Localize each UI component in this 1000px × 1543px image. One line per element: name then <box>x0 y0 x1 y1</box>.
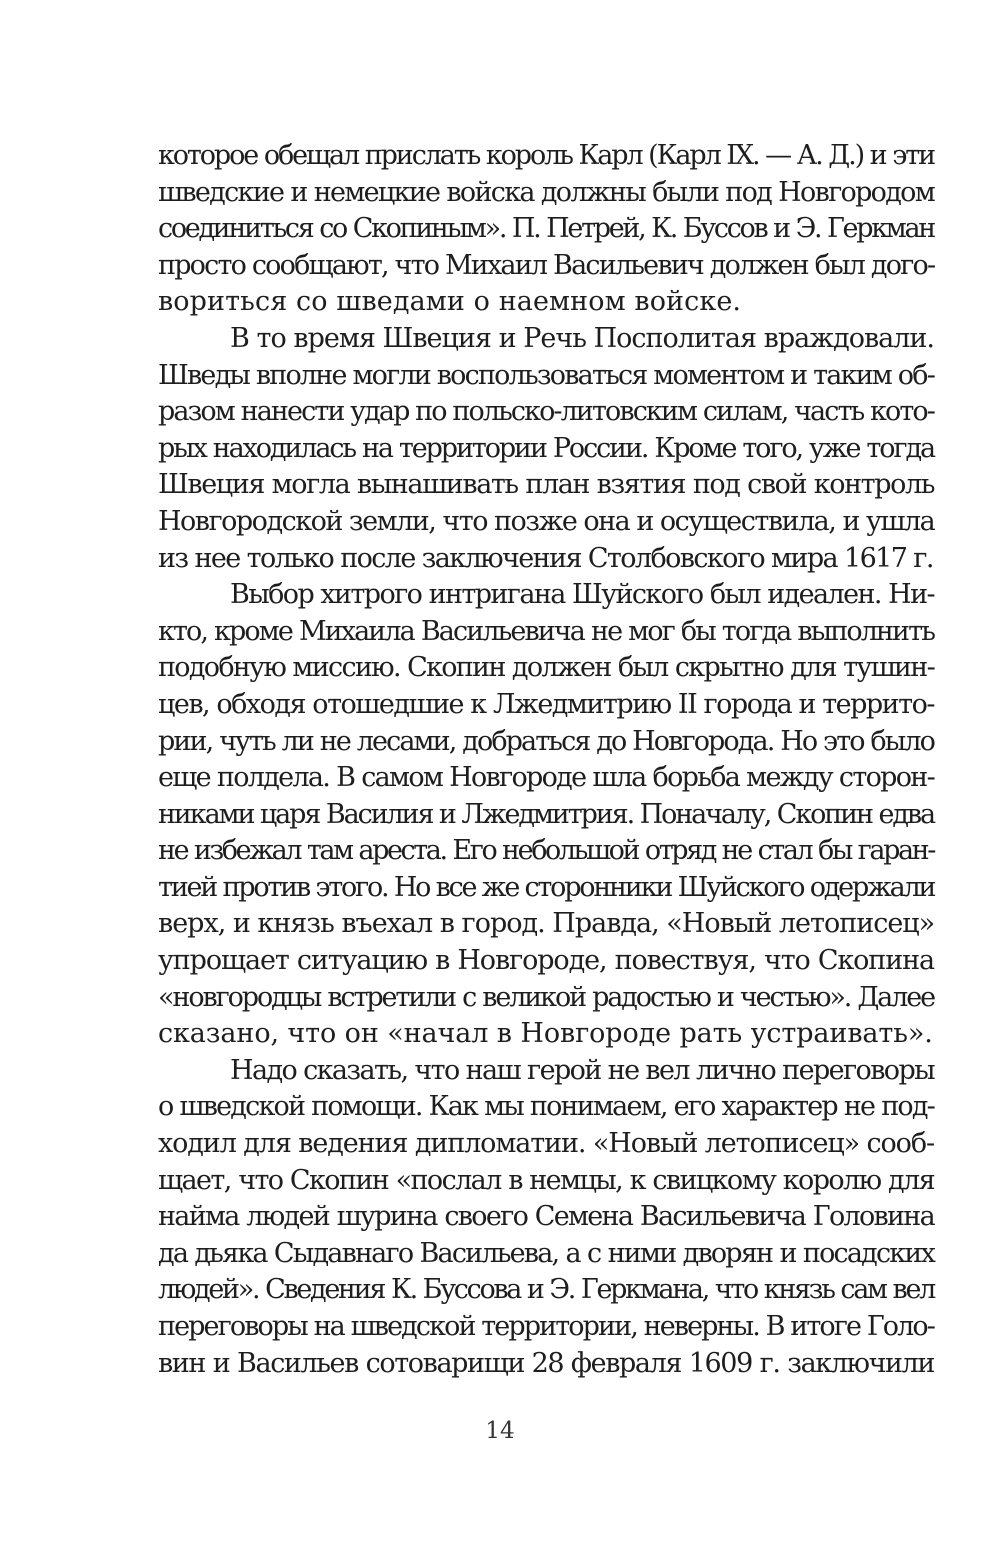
text-line: соединиться со Скопиным». П. Петрей, К. Буссов и Э. Геркман <box>158 213 934 245</box>
text-line: Новгородской земли, что позже она и осуществила, и ушла <box>158 505 935 537</box>
text-line: не избежал там ареста. Его небольшой отряд не стал бы гаран- <box>158 835 934 867</box>
text-line: Швеция могла вынашивать план взятия под свой контроль <box>158 469 934 501</box>
text-line: цев, обходя отошедшие к Лжедмитрию II города и террито- <box>158 688 934 720</box>
text-line: ходил для ведения дипломатии. «Новый летописец» сооб- <box>158 1128 935 1160</box>
text-line: переговоры на шведской территории, неверны. В итоге Голо- <box>158 1311 934 1342</box>
text-line: о шведской помощи. Как мы понимаем, его характер не под- <box>158 1091 934 1123</box>
text-line: подобную миссию. Скопин должен был скрытно для тушин- <box>158 652 934 684</box>
text-line: Надо сказать, что наш герой не вел лично переговоры <box>230 1054 935 1086</box>
text-line: никами царя Василия и Лжедмитрия. Поначалу, Скопин едва <box>158 798 934 830</box>
text-line: щает, что Скопин «послал в немцы, к свицкому королю для <box>158 1164 934 1196</box>
text-line: которое обещал прислать король Карл (Карл IX. — А. Д.) и эти <box>158 140 934 171</box>
page-number: 14 <box>485 1418 515 1444</box>
text-line: найма людей шурина своего Семена Васильевича Головина <box>158 1201 934 1233</box>
text-line: тией против этого. Но все же сторонники Шуйского одержали <box>158 871 935 903</box>
text-line: просто сообщают, что Михаил Васильевич должен был дого- <box>158 249 935 281</box>
text-line: еще полдела. В самом Новгороде шла борьба между сторон- <box>158 762 934 794</box>
text-line: из нее только после заключения Столбовского мира 1617 г. <box>158 542 933 574</box>
text-line: людей». Сведения К. Буссова и Э. Геркмана, что князь сам вел <box>158 1274 934 1306</box>
text-line: вин и Васильев сотоварищи 28 февраля 1609 г. заключили <box>158 1347 934 1379</box>
text-line: сказано, что он «начал в Новгороде рать устраивать». <box>158 1018 933 1050</box>
text-line: Выбор хитрого интригана Шуйского был идеален. Ни- <box>230 579 934 611</box>
text-line: рии, чуть ли не лесами, добраться до Новгорода. Но это было <box>158 725 934 757</box>
text-line: шведские и немецкие войска должны были под Новгородом <box>158 176 934 208</box>
text-line: Шведы вполне могли воспользоваться моментом и таким об- <box>158 359 935 391</box>
text-line: да дьяка Сыдавнаго Васильева, а с ними дворян и посадских <box>158 1237 934 1269</box>
text-line: «новгородцы встретили с великой радостью и честью». Далее <box>158 981 934 1013</box>
text-line: упрощает ситуацию в Новгороде, повествуя, что Скопина <box>158 945 934 977</box>
text-line: кто, кроме Михаила Васильевича не мог бы тогда выполнить <box>158 615 934 647</box>
text-line: рых находилась на территории России. Кроме того, уже тогда <box>158 432 934 464</box>
text-line: верх, и князь въехал в город. Правда, «Новый летописец» <box>158 908 935 940</box>
text-line: разом нанести удар по польско-литовским силам, часть кото- <box>158 396 934 428</box>
text-line: В то время Швеция и Речь Посполитая враждовали. <box>230 322 934 354</box>
text-line: вориться со шведами о наемном войске. <box>158 286 742 318</box>
body-text <box>158 138 934 1382</box>
